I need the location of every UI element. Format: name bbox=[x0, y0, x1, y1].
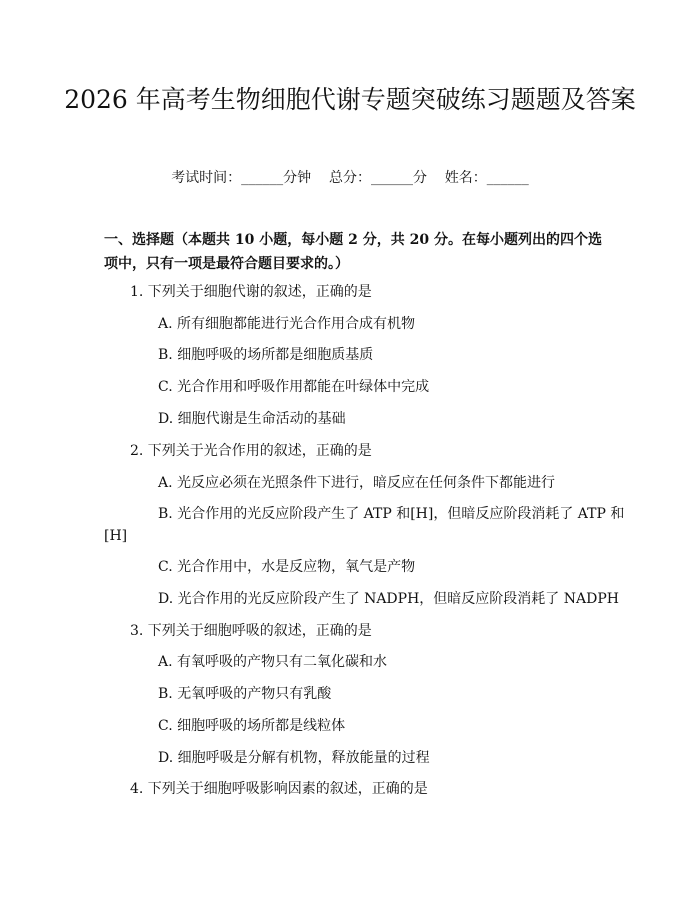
question-3-option-b: B. 无氧呼吸的产物只有乳酸 bbox=[158, 686, 332, 702]
question-2-option-c: C. 光合作用中，水是反应物，氧气是产物 bbox=[158, 559, 416, 575]
question-1-option-c: C. 光合作用和呼吸作用都能在叶绿体中完成 bbox=[158, 379, 430, 395]
question-4-stem: 4. 下列关于细胞呼吸影响因素的叙述，正确的是 bbox=[130, 781, 428, 797]
question-1-option-d: D. 细胞代谢是生命活动的基础 bbox=[158, 411, 346, 427]
question-3-option-a: A. 有氧呼吸的产物只有二氧化碳和水 bbox=[158, 654, 388, 670]
question-2-option-b: B. 光合作用的光反应阶段产生了 ATP 和[H]，但暗反应阶段消耗了 ATP 和 bbox=[158, 506, 625, 522]
question-2-stem: 2. 下列关于光合作用的叙述，正确的是 bbox=[130, 443, 372, 459]
question-3-option-d: D. 细胞呼吸是分解有机物，释放能量的过程 bbox=[158, 750, 430, 766]
question-2-option-d: D. 光合作用的光反应阶段产生了 NADPH，但暗反应阶段消耗了 NADPH bbox=[158, 591, 619, 607]
exam-info-line: 考试时间：______分钟 总分：______分 姓名：______ bbox=[171, 170, 529, 186]
document-title: 2026 年高考生物细胞代谢专题突破练习题题及答案 bbox=[64, 85, 636, 114]
question-1-option-a: A. 所有细胞都能进行光合作用合成有机物 bbox=[158, 316, 416, 332]
question-3-stem: 3. 下列关于细胞呼吸的叙述，正确的是 bbox=[130, 623, 372, 639]
question-2-option-a: A. 光反应必须在光照条件下进行，暗反应在任何条件下都能进行 bbox=[158, 475, 556, 491]
question-1-option-b: B. 细胞呼吸的场所都是细胞质基质 bbox=[158, 347, 374, 363]
question-2-option-b-continuation: [H] bbox=[104, 528, 128, 544]
question-3-option-c: C. 细胞呼吸的场所都是线粒体 bbox=[158, 718, 346, 734]
question-1-stem: 1. 下列关于细胞代谢的叙述，正确的是 bbox=[130, 284, 372, 300]
section-heading: 一、选择题（本题共 10 小题，每小题 2 分，共 20 分。在每小题列出的四个选项中，只有一项是最符合题目要求的。） bbox=[104, 232, 602, 272]
